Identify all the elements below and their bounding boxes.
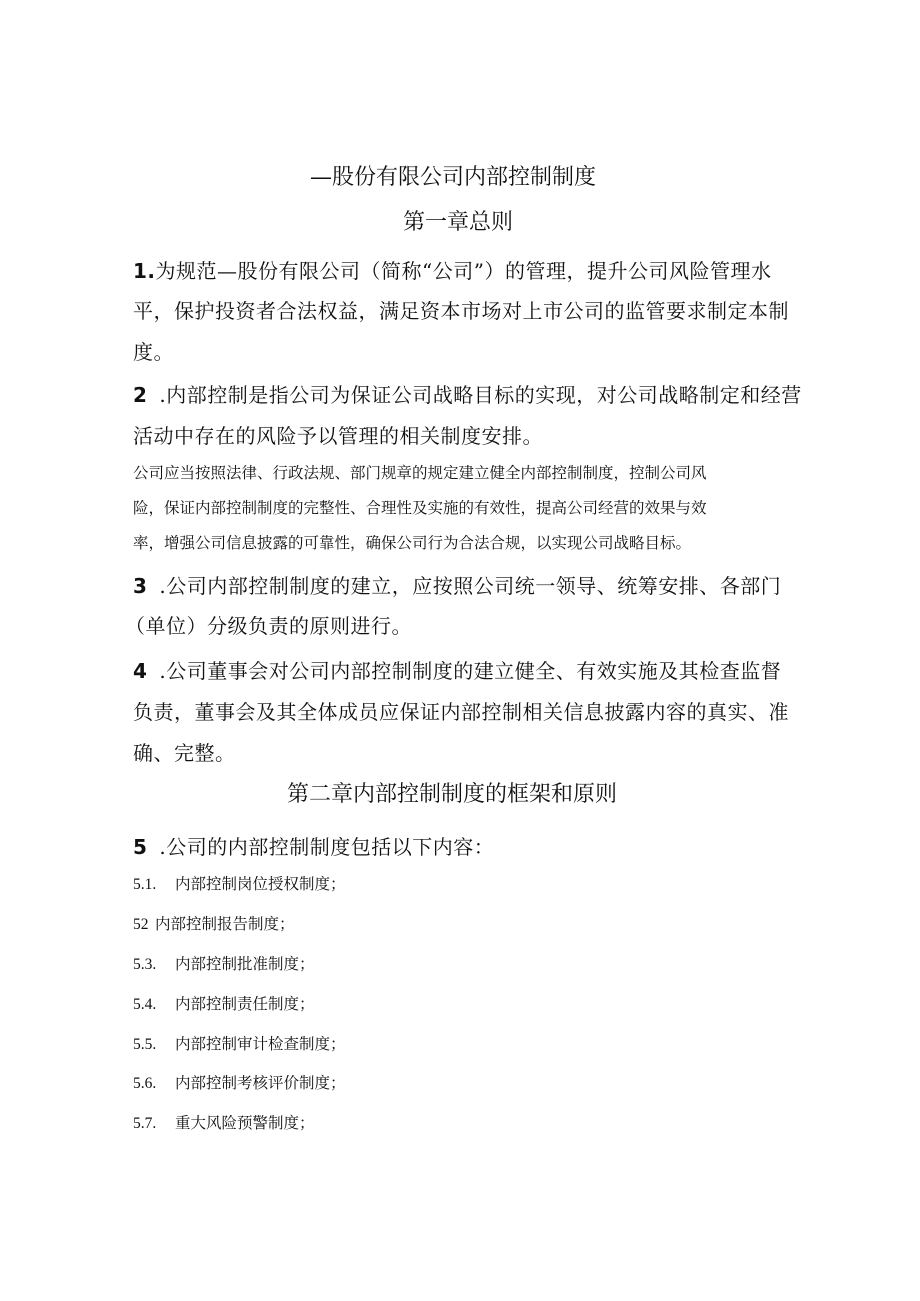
chapter-1-heading: 第一章总则: [403, 210, 514, 235]
paragraph-2-text: .内部控制是指公司为保证公司战略目标的实现，对公司战略制定和经营: [159, 383, 802, 407]
paragraph-2-number: 2: [133, 383, 148, 407]
paragraph-2b-line-1: 公司应当按照法律、行政法规、部门规章的规定建立健全内部控制制度，控制公司风: [133, 464, 707, 482]
paragraph-4-text: .公司董事会对公司内部控制制度的建立健全、有效实施及其检查监督: [159, 659, 782, 683]
paragraph-1-number: 1.: [133, 259, 156, 283]
paragraph-5-line-1: [133, 831, 494, 860]
document-title: —股份有限公司内部控制制度: [310, 165, 597, 190]
list-item-text: 内部控制岗位授权制度；: [175, 875, 346, 893]
list-item: [133, 872, 346, 894]
list-item-number: 5.6.: [133, 1075, 157, 1092]
list-item: [133, 952, 315, 974]
paragraph-5-number: 5: [133, 835, 148, 859]
paragraph-4-line-1: [133, 655, 781, 684]
paragraph-1-line-2: 平，保护投资者合法权益，满足资本市场对上市公司的监管要求制定本制: [133, 299, 789, 323]
list-item-number: 5.5.: [133, 1036, 157, 1053]
paragraph-1-line-1: [133, 255, 771, 284]
list-item-text: 内部控制考核评价制度；: [175, 1074, 346, 1092]
list-item-number: 5.7.: [133, 1115, 157, 1132]
list-item-text: 重大风险预警制度；: [175, 1114, 315, 1132]
list-item-text: 内部控制报告制度；: [155, 915, 295, 933]
list-item: [133, 1032, 346, 1054]
list-item-text: 内部控制责任制度；: [175, 995, 315, 1013]
list-item-number: 5.3.: [133, 956, 157, 973]
list-item-number: 5.1.: [133, 876, 157, 893]
paragraph-4-line-2: 负责，董事会及其全体成员应保证内部控制相关信息披露内容的真实、准: [133, 700, 789, 724]
paragraph-3-line-1: [133, 570, 781, 599]
paragraph-1-line-3: 度。: [133, 340, 174, 364]
paragraph-4-number: 4: [133, 659, 148, 683]
list-item-text: 内部控制批准制度；: [175, 955, 315, 973]
list-item: [133, 1071, 346, 1093]
paragraph-3-line-2: （单位）分级负责的原则进行。: [125, 614, 412, 638]
list-item-number: 5.4.: [133, 996, 157, 1013]
paragraph-2-line-2: 活动中存在的风险予以管理的相关制度安排。: [133, 424, 543, 448]
paragraph-2b-line-3: 率，增强公司信息披露的可靠性，确保公司行为合法合规，以实现公司战略目标。: [133, 534, 692, 552]
paragraph-1-text: 为规范—股份有限公司（简称“公司”）的管理，提升公司风险管理水: [155, 259, 772, 283]
paragraph-5-text: .公司的内部控制制度包括以下内容：: [159, 835, 495, 859]
paragraph-2b-line-2: 险，保证内部控制制度的完整性、合理性及实施的有效性，提高公司经营的效果与效: [133, 499, 707, 517]
chapter-2-heading: 第二章内部控制制度的框架和原则: [287, 782, 618, 807]
paragraph-4-line-3: 确、完整。: [133, 741, 236, 765]
paragraph-3-number: 3: [133, 574, 148, 598]
paragraph-2-line-1: [133, 379, 802, 408]
list-item: [133, 1111, 315, 1133]
paragraph-3-text: .公司内部控制制度的建立，应按照公司统一领导、统筹安排、各部门: [159, 574, 782, 598]
list-item-text: 内部控制审计检查制度；: [175, 1035, 346, 1053]
list-item: [133, 992, 315, 1014]
list-item: [133, 912, 295, 934]
list-item-number: 52: [133, 916, 149, 933]
